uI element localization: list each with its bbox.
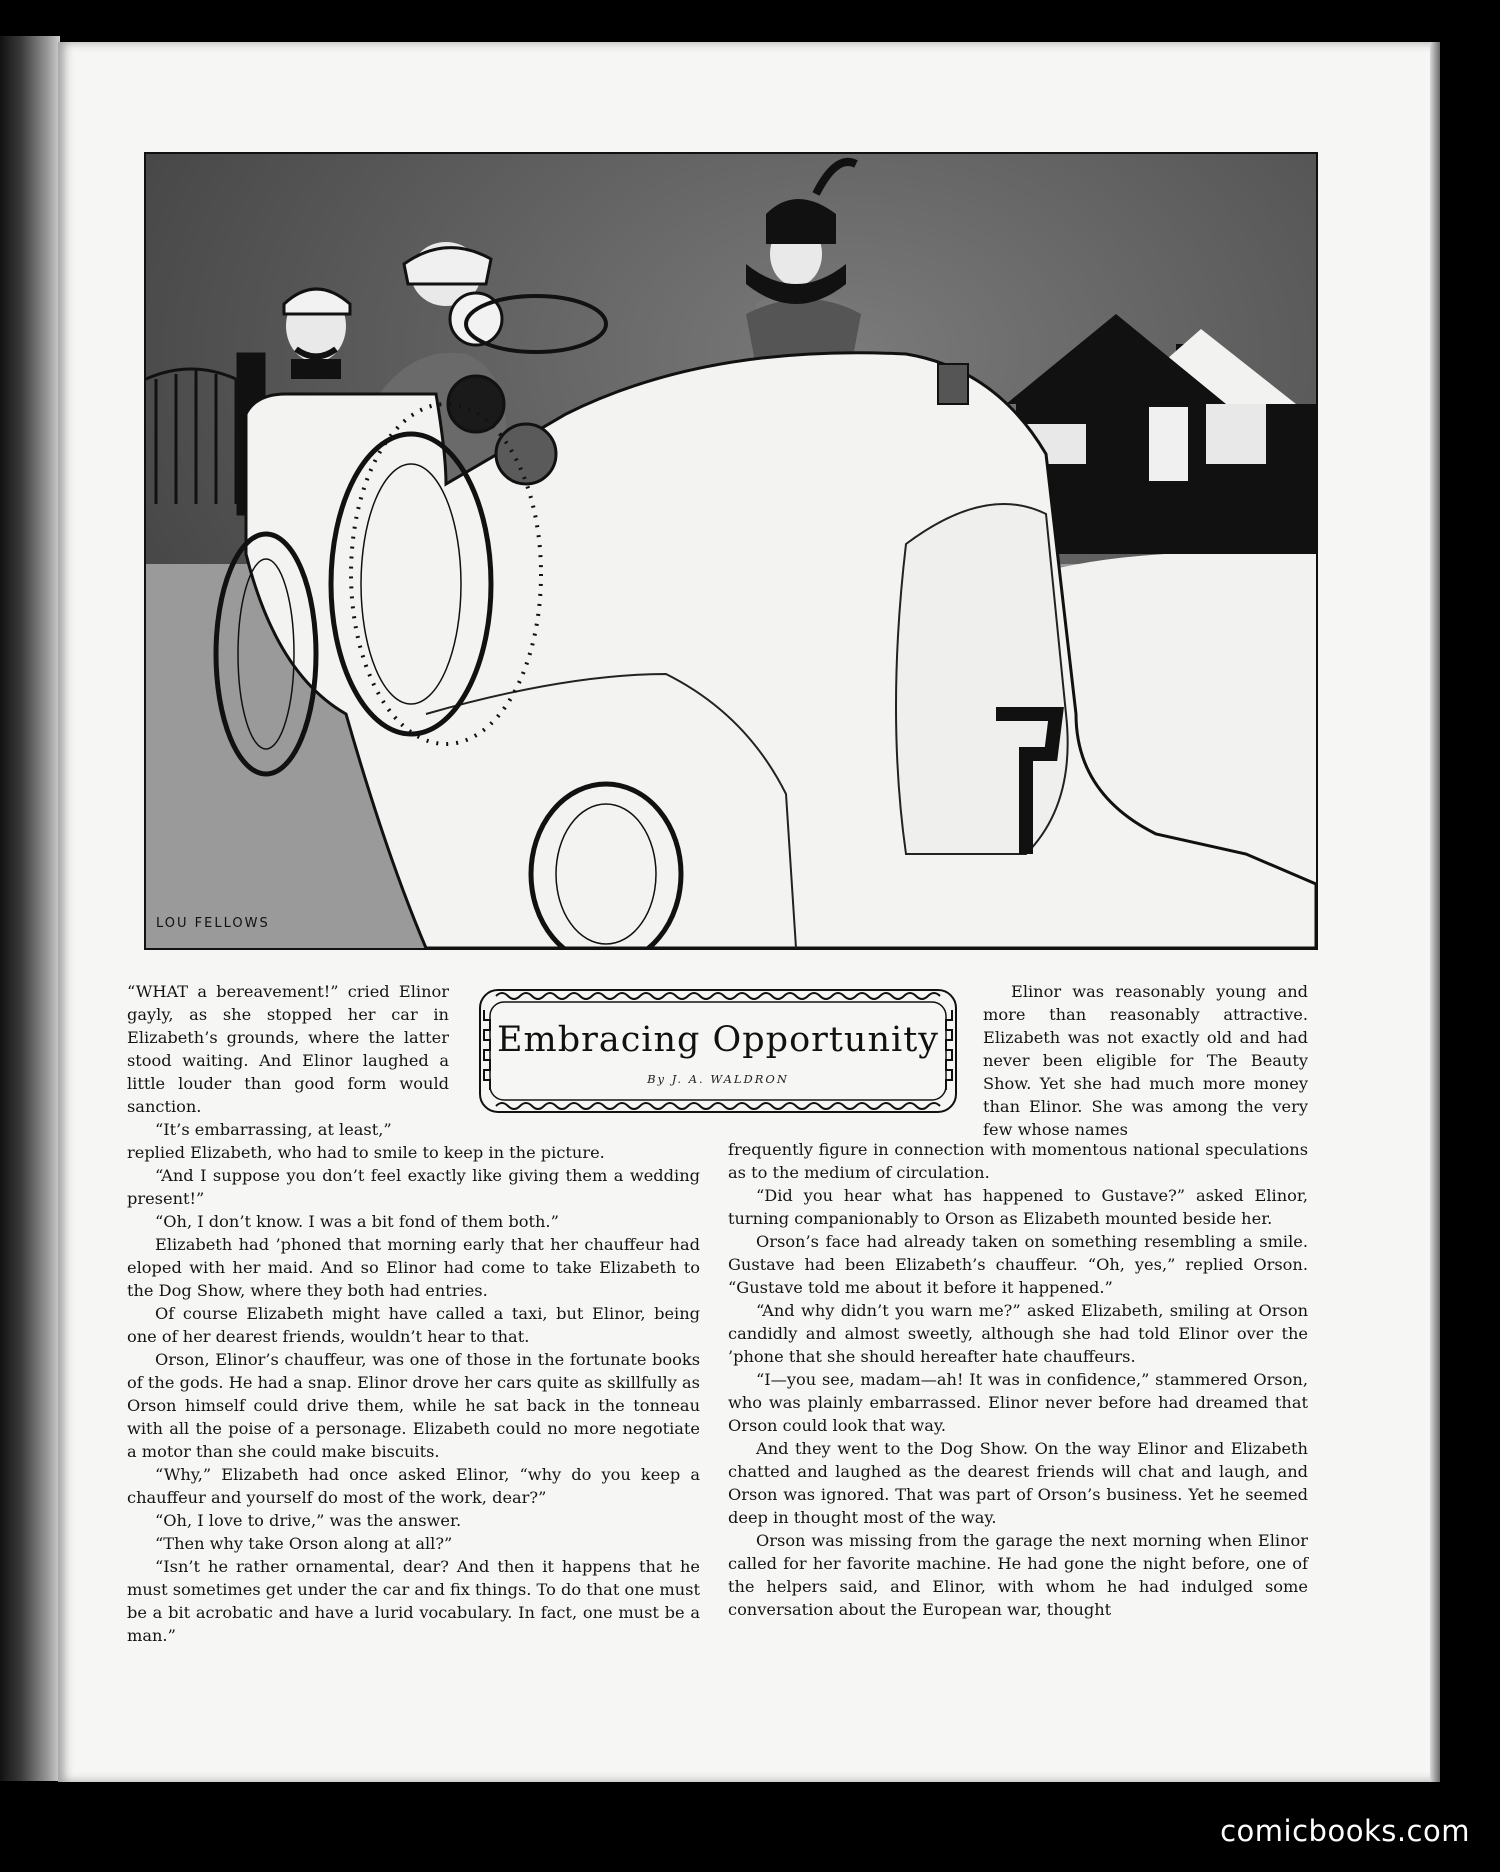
- page-gutter-shadow: [0, 36, 60, 1781]
- paragraph: “It’s embarrassing, at least,”: [155, 1120, 392, 1139]
- paragraph: frequently figure in connection with momentous national speculations as to the medium of circulation.: [728, 1140, 1308, 1182]
- column-left: [127, 980, 700, 1647]
- paragraph: Orson was missing from the garage the next morning when Elinor called for her favorite machine. He had gone the night before, one of the helpers said, and Elinor, with whom he had indulged some conversation about the European war, thought: [728, 1531, 1308, 1619]
- byline: By J. A. WALDRON: [647, 1072, 789, 1086]
- paragraph: Of course Elizabeth might have called a taxi, but Elinor, being one of her dearest friends, wouldn’t hear to that.: [127, 1304, 700, 1346]
- paragraph: And they went to the Dog Show. On the way Elinor and Elizabeth chatted and laughed as the dearest friends will chat and laugh, and Orson was ignored. That was part of Orson’s business. Yet he seemed deep in thought most of the way.: [728, 1439, 1308, 1527]
- page-edge: [1430, 42, 1440, 1782]
- paragraph: “Then why take Orson along at all?”: [155, 1534, 453, 1553]
- paragraph: “And I suppose you don’t feel exactly like giving them a wedding present!”: [127, 1166, 700, 1208]
- paragraph: Orson, Elinor’s chauffeur, was one of those in the fortunate books of the gods. He had a snap. Elinor drove her cars quite as skillfully as Orson himself could drive them, while he sat back in the tonneau with all the poise of a personage. Elizabeth could no more negotiate a motor than she could make biscuits.: [127, 1350, 700, 1461]
- column-left-top: [127, 980, 449, 1141]
- article-title: Embracing Opportunity: [496, 1020, 940, 1060]
- sidelamp: [496, 424, 556, 484]
- column-right-top: [983, 980, 1308, 1141]
- paragraph: replied Elizabeth, who had to smile to keep in the picture.: [127, 1143, 605, 1162]
- paragraph: Elizabeth had ’phoned that morning early that her chauffeur had eloped with her maid. And so Elinor had come to take Elizabeth to the Dog Show, where they both had entries.: [127, 1235, 700, 1300]
- paragraph: “Oh, I love to drive,” was the answer.: [155, 1511, 462, 1530]
- paragraph: “I—you see, madam—ah! It was in confidence,” stammered Orson, who was plainly embarrassed. Elinor never before had dreamed that Orson could look that way.: [728, 1370, 1308, 1435]
- site-watermark: comicbooks.com: [1220, 1814, 1470, 1848]
- paragraph: “And why didn’t you warn me?” asked Elizabeth, smiling at Orson candidly and almost sweetly, although she had told Elinor over the ’phone that she should hereafter hate chauffeurs.: [728, 1301, 1308, 1366]
- column-right: [728, 1138, 1308, 1621]
- paragraph: Orson’s face had already taken on something resembling a smile. Gustave had been Elizabeth’s chauffeur. “Oh, yes,” replied Orson. “Gustave told me about it before it happened.”: [728, 1232, 1308, 1297]
- car-illustration: [144, 152, 1318, 950]
- illustration-art: [146, 154, 1316, 948]
- headlight: [448, 376, 504, 432]
- paragraph: Elinor was reasonably young and more than reasonably attractive. Elizabeth was not exactly old and had never been eligible for The Beauty Show. Yet she had much more money than Elinor. She was among the very few whose names: [983, 982, 1308, 1139]
- paragraph: “Isn’t he rather ornamental, dear? And then it happens that he must sometimes get under the car and fix things. To do that one must be a bit acrobatic and have a lurid vocabulary. In fact, one must be a man.”: [127, 1557, 700, 1645]
- paragraph: “Oh, I don’t know. I was a bit fond of them both.”: [155, 1212, 559, 1231]
- paragraph: “WHAT a bereavement!” cried Elinor gayly, as she stopped her car in Elizabeth’s grounds, where the latter stood waiting. And Elinor laughed a little louder than good form would sanction.: [127, 982, 449, 1116]
- paragraph: “Did you hear what has happened to Gustave?” asked Elinor, turning companionably to Orson as Elizabeth mounted beside her.: [728, 1186, 1308, 1228]
- artist-signature: LOU FELLOWS: [156, 916, 270, 931]
- paragraph: “Why,” Elizabeth had once asked Elinor, “why do you keep a chauffeur and yourself do most of the work, dear?”: [127, 1465, 700, 1507]
